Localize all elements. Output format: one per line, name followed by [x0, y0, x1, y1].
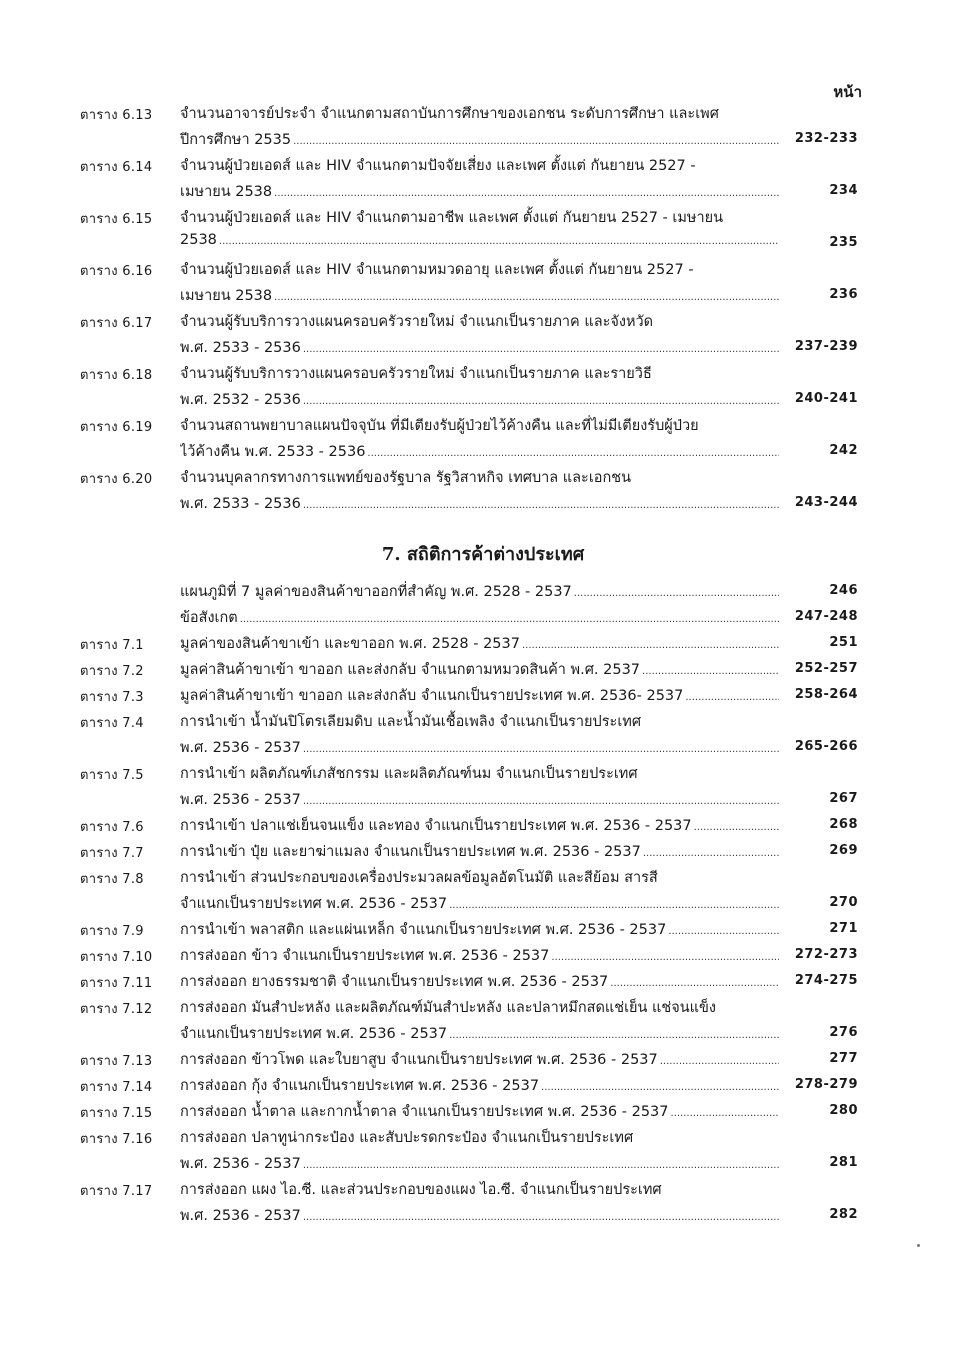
- toc-entry-title: การนำเข้า ปุ๋ย และยาฆ่าแมลง จำแนกเป็นรายประเทศ พ.ศ. 2536 - 2537: [180, 844, 641, 860]
- toc-entry-title: การนำเข้า น้ำมันปิโตรเลียมดิบ และน้ำมันเชื้อเพลิง จำแนกเป็นรายประเทศ: [180, 714, 642, 730]
- toc-entry-title: จำแนกเป็นรายประเทศ พ.ศ. 2536 - 2537: [180, 1026, 448, 1042]
- dot-leader: [274, 292, 779, 303]
- dot-leader: [671, 1108, 779, 1119]
- dot-leader: [303, 744, 779, 755]
- page-number: 252-257: [794, 661, 858, 676]
- table-number-label: ตาราง 7.5: [80, 768, 144, 783]
- page-number: 251: [829, 635, 858, 650]
- page-number: 278-279: [794, 1077, 858, 1092]
- dot-leader: [303, 1160, 779, 1171]
- toc-entry-title: การส่งออก ข้าว จำแนกเป็นรายประเทศ พ.ศ. 2536 - 2537: [180, 948, 550, 964]
- toc-entry-line: [0, 100, 966, 126]
- page-number: 268: [829, 817, 858, 832]
- toc-entry-title: พ.ศ. 2533 - 2536: [180, 496, 301, 512]
- dot-leader: [303, 1212, 779, 1223]
- toc-entry-line: [0, 1072, 966, 1098]
- toc-entry: [0, 682, 966, 708]
- toc-entry: [0, 942, 966, 968]
- toc-entry: [0, 968, 966, 994]
- toc-entry-line: [0, 308, 966, 334]
- table-number-label: ตาราง 7.7: [80, 846, 144, 861]
- page-number: 282: [829, 1207, 858, 1222]
- page-number: 234: [829, 183, 858, 198]
- toc-entry-line: [0, 1124, 966, 1150]
- toc-entry-title: การนำเข้า พลาสติก และแผ่นเหล็ก จำแนกเป็นรายประเทศ พ.ศ. 2536 - 2537: [180, 922, 667, 938]
- toc-entry-title: การนำเข้า ส่วนประกอบของเครื่องประมวลผลข้อมูลอัตโนมัติ และสีย้อม สารสี: [180, 870, 658, 886]
- dot-leader: [541, 1082, 779, 1093]
- toc-section-6: [0, 100, 966, 516]
- toc-entry-line: [0, 916, 966, 942]
- toc-entry-title: จำนวนผู้รับบริการวางแผนครอบครัวรายใหม่ จำแนกเป็นรายภาค และจังหวัด: [180, 314, 654, 330]
- page-number: 236: [829, 287, 858, 302]
- toc-entry-title: การส่งออก ข้าวโพด และใบยาสูบ จำแนกเป็นรายประเทศ พ.ศ. 2536 - 2537: [180, 1052, 658, 1068]
- page-number: 281: [829, 1155, 858, 1170]
- table-number-label: ตาราง 6.17: [80, 316, 153, 331]
- toc-entry-title: จำนวนผู้ป่วยเอดส์ และ HIV จำแนกตามหมวดอายุ และเพศ ตั้งแต่ กันยายน 2527 -: [180, 262, 694, 278]
- toc-entry-line: [0, 386, 966, 412]
- dot-leader: [240, 614, 779, 625]
- toc-entry-title: มูลค่าสินค้าขาเข้า ขาออก และส่งกลับ จำแนกเป็นรายประเทศ พ.ศ. 2536- 2537: [180, 688, 684, 704]
- toc-entry-title: การส่งออก แผง ไอ.ซี. และส่วนประกอบของแผง ไอ.ซี. จำแนกเป็นรายประเทศ: [180, 1182, 662, 1198]
- toc-entry-title: พ.ศ. 2536 - 2537: [180, 1208, 301, 1224]
- table-number-label: ตาราง 6.15: [80, 212, 153, 227]
- toc-entry-line: [0, 942, 966, 968]
- dot-leader: [293, 136, 779, 147]
- toc-entry-title: พ.ศ. 2532 - 2536: [180, 392, 301, 408]
- dot-leader: [274, 188, 779, 199]
- toc-entry-title: พ.ศ. 2536 - 2537: [180, 1156, 301, 1172]
- toc-entry: [0, 308, 966, 360]
- toc-entry-title: จำนวนบุคลากรทางการแพทย์ของรัฐบาล รัฐวิสาหกิจ เทศบาล และเอกชน: [180, 470, 632, 486]
- page-number: 243-244: [794, 495, 858, 510]
- dot-leader: [685, 692, 779, 703]
- page-number: 235: [829, 235, 858, 250]
- toc-entry-line: [0, 812, 966, 838]
- toc-entry: [0, 256, 966, 308]
- toc-entry-title: แผนภูมิที่ 7 มูลค่าของสินค้าขาออกที่สำคัญ พ.ศ. 2528 - 2537: [180, 584, 572, 600]
- page-number: 277: [829, 1051, 858, 1066]
- page-number: 269: [829, 843, 858, 858]
- table-number-label: ตาราง 7.4: [80, 716, 144, 731]
- toc-entry-title: ข้อสังเกต: [180, 610, 238, 626]
- dot-leader: [551, 952, 779, 963]
- toc-entry-line: [0, 178, 966, 204]
- toc-entry-line: [0, 438, 966, 464]
- toc-entry-title: มูลค่าของสินค้าขาเข้า และขาออก พ.ศ. 2528 - 2537: [180, 636, 520, 652]
- toc-section-7: [0, 578, 966, 1228]
- page-number: 280: [829, 1103, 858, 1118]
- page-number: 270: [829, 895, 858, 910]
- section-7-title: 7. สถิติการค้าต่างประเทศ: [381, 544, 585, 565]
- toc-entry-title: การส่งออก กุ้ง จำแนกเป็นรายประเทศ พ.ศ. 2536 - 2537: [180, 1078, 540, 1094]
- page-number: 258-264: [794, 687, 858, 702]
- toc-entry-line: [0, 1150, 966, 1176]
- toc-entry: [0, 630, 966, 656]
- dot-leader: [642, 666, 779, 677]
- toc-entry: [0, 1072, 966, 1098]
- toc-entry-line: [0, 256, 966, 282]
- page-number: 267: [829, 791, 858, 806]
- dot-leader: [449, 1030, 779, 1041]
- toc-entry-title: เมษายน 2538: [180, 288, 273, 304]
- toc-entry: [0, 994, 966, 1046]
- toc-entry: [0, 1098, 966, 1124]
- dot-leader: [303, 396, 779, 407]
- toc-entry-line: [0, 230, 966, 256]
- toc-entry: [0, 1176, 966, 1228]
- toc-entry-line: [0, 838, 966, 864]
- toc-entry-line: [0, 734, 966, 760]
- toc-entry: [0, 1046, 966, 1072]
- toc-entry-line: [0, 578, 966, 604]
- dot-leader: [522, 640, 779, 651]
- toc-entry: [0, 916, 966, 942]
- table-number-label: ตาราง 7.10: [80, 950, 153, 965]
- page-number: 237-239: [794, 339, 858, 354]
- page-number: 274-275: [794, 973, 858, 988]
- table-number-label: ตาราง 7.6: [80, 820, 144, 835]
- toc-entry-title: การส่งออก ยางธรรมชาติ จำแนกเป็นรายประเทศ พ.ศ. 2536 - 2537: [180, 974, 609, 990]
- toc-entry-line: [0, 1020, 966, 1046]
- scan-speck: [917, 1244, 920, 1247]
- table-number-label: ตาราง 6.19: [80, 420, 153, 435]
- dot-leader: [574, 588, 779, 599]
- table-number-label: ตาราง 7.14: [80, 1080, 153, 1095]
- page-number: 271: [829, 921, 858, 936]
- table-number-label: ตาราง 7.12: [80, 1002, 153, 1017]
- page-number: 240-241: [794, 391, 858, 406]
- toc-entry-line: [0, 282, 966, 308]
- toc-entry: [0, 708, 966, 760]
- dot-leader: [660, 1056, 779, 1067]
- toc-entry: [0, 100, 966, 152]
- table-number-label: ตาราง 7.15: [80, 1106, 153, 1121]
- dot-leader: [643, 848, 779, 859]
- toc-entry-title: พ.ศ. 2533 - 2536: [180, 340, 301, 356]
- toc-entry-title: การนำเข้า ผลิตภัณฑ์เภสัชกรรม และผลิตภัณฑ์นม จำแนกเป็นรายประเทศ: [180, 766, 638, 782]
- toc-entry: [0, 656, 966, 682]
- toc-entry-line: [0, 412, 966, 438]
- toc-entry-line: [0, 1176, 966, 1202]
- page-number: 247-248: [794, 609, 858, 624]
- page-number: 265-266: [794, 739, 858, 754]
- toc-entry: [0, 760, 966, 812]
- page-column-header: หน้า: [833, 83, 862, 101]
- table-number-label: ตาราง 7.16: [80, 1132, 153, 1147]
- toc-entry-line: [0, 786, 966, 812]
- toc-entry: [0, 152, 966, 204]
- toc-entry-line: [0, 994, 966, 1020]
- table-number-label: ตาราง 7.8: [80, 872, 144, 887]
- page-number: 276: [829, 1025, 858, 1040]
- toc-entry-title: การส่งออก น้ำตาล และกากน้ำตาล จำแนกเป็นรายประเทศ พ.ศ. 2536 - 2537: [180, 1104, 669, 1120]
- table-number-label: ตาราง 6.16: [80, 264, 153, 279]
- table-number-label: ตาราง 7.11: [80, 976, 153, 991]
- page-number: 272-273: [794, 947, 858, 962]
- toc-entry: [0, 604, 966, 630]
- table-number-label: ตาราง 6.14: [80, 160, 153, 175]
- dot-leader: [219, 236, 779, 247]
- dot-leader: [694, 822, 779, 833]
- toc-entry-title: ปีการศึกษา 2535: [180, 132, 292, 148]
- toc-entry-title: จำแนกเป็นรายประเทศ พ.ศ. 2536 - 2537: [180, 896, 448, 912]
- toc-entry: [0, 838, 966, 864]
- toc-entry-line: [0, 604, 966, 630]
- toc-entry-line: [0, 334, 966, 360]
- toc-entry-title: จำนวนผู้ป่วยเอดส์ และ HIV จำแนกตามอาชีพ และเพศ ตั้งแต่ กันยายน 2527 - เมษายน: [180, 210, 724, 226]
- table-number-label: ตาราง 7.17: [80, 1184, 153, 1199]
- toc-entry-line: [0, 152, 966, 178]
- toc-entry-line: [0, 126, 966, 152]
- page-number: 242: [829, 443, 858, 458]
- toc-entry-line: [0, 760, 966, 786]
- toc-entry: [0, 1124, 966, 1176]
- table-number-label: ตาราง 7.2: [80, 664, 144, 679]
- toc-entry-title: จำนวนอาจารย์ประจำ จำแนกตามสถาบันการศึกษาของเอกชน ระดับการศึกษา และเพศ: [180, 106, 719, 122]
- toc-entry-line: [0, 656, 966, 682]
- dot-leader: [303, 796, 779, 807]
- toc-entry-line: [0, 1202, 966, 1228]
- toc-entry-line: [0, 968, 966, 994]
- toc-entry: [0, 864, 966, 916]
- toc-entry-line: [0, 1046, 966, 1072]
- page-number: 232-233: [794, 131, 858, 146]
- toc-entry-title: พ.ศ. 2536 - 2537: [180, 740, 301, 756]
- toc-entry-title: มูลค่าสินค้าขาเข้า ขาออก และส่งกลับ จำแนกตามหมวดสินค้า พ.ศ. 2537: [180, 662, 641, 678]
- toc-entry-title: จำนวนผู้รับบริการวางแผนครอบครัวรายใหม่ จำแนกเป็นรายภาค และรายวิธี: [180, 366, 652, 382]
- dot-leader: [303, 344, 779, 355]
- table-number-label: ตาราง 7.13: [80, 1054, 153, 1069]
- toc-entry-title: เมษายน 2538: [180, 184, 273, 200]
- table-number-label: ตาราง 6.20: [80, 472, 153, 487]
- toc-entry-line: [0, 890, 966, 916]
- dot-leader: [449, 900, 779, 911]
- toc-entry-line: [0, 1098, 966, 1124]
- dot-leader: [367, 448, 779, 459]
- toc-entry-line: [0, 682, 966, 708]
- dot-leader: [668, 926, 779, 937]
- table-number-label: ตาราง 7.9: [80, 924, 144, 939]
- toc-entry-title: จำนวนผู้ป่วยเอดส์ และ HIV จำแนกตามปัจจัยเสี่ยง และเพศ ตั้งแต่ กันยายน 2527 -: [180, 158, 696, 174]
- dot-leader: [610, 978, 779, 989]
- toc-entry-line: [0, 708, 966, 734]
- table-number-label: ตาราง 7.3: [80, 690, 144, 705]
- toc-entry-line: [0, 864, 966, 890]
- toc-entry: [0, 578, 966, 604]
- toc-entry-title: การส่งออก ปลาทูน่ากระป๋อง และสับปะรดกระป๋อง จำแนกเป็นรายประเทศ: [180, 1130, 634, 1146]
- toc-entry-line: [0, 464, 966, 490]
- toc-entry-line: [0, 204, 966, 230]
- page-number: 246: [829, 583, 858, 598]
- toc-entry-title: จำนวนสถานพยาบาลแผนปัจจุบัน ที่มีเตียงรับผู้ป่วยไว้ค้างคืน และที่ไม่มีเตียงรับผู้ป่วย: [180, 418, 699, 434]
- dot-leader: [303, 500, 779, 511]
- table-number-label: ตาราง 7.1: [80, 638, 144, 653]
- toc-entry-title: พ.ศ. 2536 - 2537: [180, 792, 301, 808]
- toc-entry: [0, 412, 966, 464]
- toc-entry: [0, 812, 966, 838]
- toc-entry: [0, 464, 966, 516]
- toc-entry: [0, 204, 966, 256]
- toc-entry-title: การส่งออก มันสำปะหลัง และผลิตภัณฑ์มันสำปะหลัง และปลาหมึกสดแช่เย็น แช่จนแข็ง: [180, 1000, 716, 1016]
- toc-entry: [0, 360, 966, 412]
- table-number-label: ตาราง 6.18: [80, 368, 153, 383]
- toc-entry-title: ไว้ค้างคืน พ.ศ. 2533 - 2536: [180, 444, 366, 460]
- toc-entry-line: [0, 630, 966, 656]
- toc-entry-line: [0, 360, 966, 386]
- toc-entry-title: การนำเข้า ปลาแช่เย็นจนแข็ง และทอง จำแนกเป็นรายประเทศ พ.ศ. 2536 - 2537: [180, 818, 692, 834]
- table-number-label: ตาราง 6.13: [80, 108, 153, 123]
- toc-entry-title: 2538: [180, 232, 217, 248]
- toc-entry-line: [0, 490, 966, 516]
